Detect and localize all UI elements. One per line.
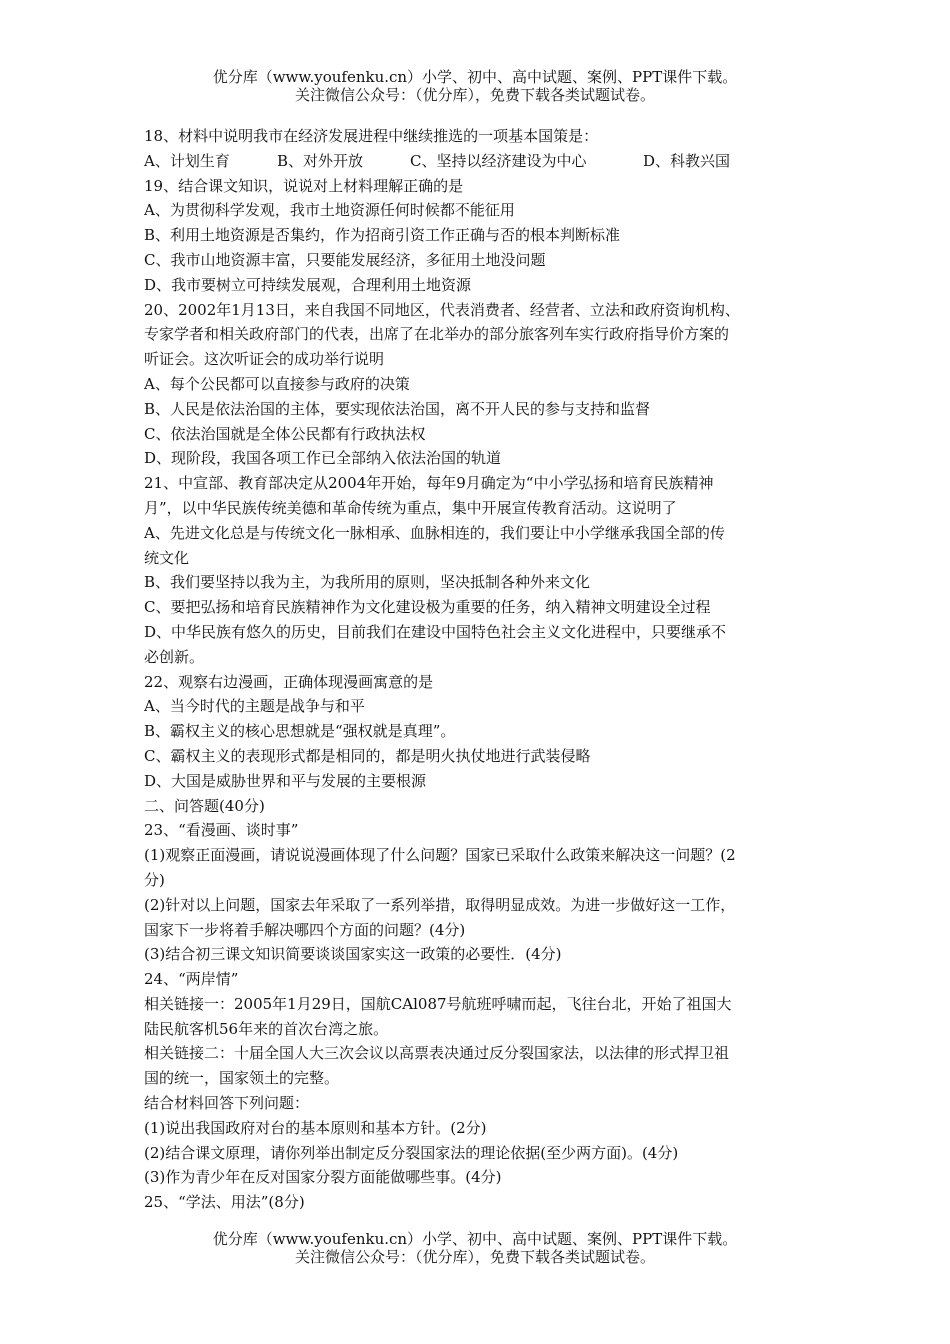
q24-link-1-line-2: 陆民航客机56年来的首次台湾之旅。 — [144, 1019, 389, 1038]
footer-line-2: 关注微信公众号：（优分库），免费下载各类试题试卷。 — [294, 1248, 655, 1266]
q18-stem: 18、材料中说明我市在经济发展进程中继续推选的一项基本国策是： — [144, 127, 599, 145]
q21-option-a-line-1: A、先进文化总是与传统文化一脉相承、血脉相连的，我们要让中小学继承我国全部的传 — [144, 523, 725, 542]
q22-option-d: D、大国是威胁世界和平与发展的主要根源 — [144, 771, 427, 790]
q21-option-d-line-2: 必创新。 — [144, 647, 205, 666]
footer-line-1: 优分库（www.youfenku.cn）小学、初中、高中试题、案例、PPT课件下载。 — [212, 1230, 738, 1248]
page-header — [0, 68, 950, 104]
q20-stem-line-3: 听证会。这次听证会的成功举行说明 — [144, 350, 385, 369]
q21-option-b: B、我们要坚持以我为主，为我所用的原则，坚决抵制各种外来文化 — [144, 573, 591, 592]
q21-stem-line-1: 21、中宣部、教育部决定从2004年开始，每年9月确定为“中小学弘扬和培育民族精神 — [144, 474, 714, 493]
q20-option-c: C、依法治国就是全体公民都有行政执法权 — [144, 424, 426, 443]
q24-prompt: 结合材料回答下列问题： — [144, 1094, 310, 1113]
q19-option-c: C、我市山地资源丰富，只要能发展经济，多征用土地没问题 — [144, 250, 546, 269]
q20-stem-line-1: 20、2002年1月13日，来自我国不同地区，代表消费者、经营者、立法和政府资询机构、 — [144, 300, 740, 319]
header-line-2: 关注微信公众号：（优分库），免费下载各类试题试卷。 — [294, 86, 655, 104]
q23-part-2-line-2: 国家下一步将着手解决哪四个方面的问题？(4分) — [144, 920, 466, 939]
page-footer — [0, 1230, 950, 1266]
q24-part-3: (3)作为青少年在反对国家分裂方面能做哪些事。(4分) — [144, 1168, 502, 1187]
q24-title: 24、“两岸情” — [144, 970, 239, 989]
q24-link-2-line-2: 国的统一，国家领土的完整。 — [144, 1069, 340, 1088]
q19-option-d: D、我市要树立可持续发展观，合理利用土地资源 — [144, 275, 472, 294]
q22-option-a: A、当今时代的主题是战争与和平 — [144, 697, 365, 716]
q18-option-d: D、科教兴国 — [643, 151, 731, 170]
q23-part-2-line-1: (2)针对以上问题，国家去年采取了一系列举措，取得明显成效。为进一步做好这一工作， — [144, 895, 736, 914]
q18-options — [144, 149, 808, 174]
q19-stem: 19、结合课文知识，说说对上材料理解正确的是 — [144, 176, 464, 195]
q22-option-b: B、霸权主义的核心思想就是“强权就是真理”。 — [144, 722, 456, 741]
q22-option-c: C、霸权主义的表现形式都是相同的，都是明火执仗地进行武装侵略 — [144, 746, 591, 765]
q20-option-b: B、人民是依法治国的主体，要实现依法治国，离不开人民的参与支持和监督 — [144, 399, 651, 418]
q25-title: 25、“学法、用法”(8分) — [144, 1193, 305, 1212]
q20-stem-line-2: 专家学者和相关政府部门的代表，出席了在北举办的部分旅客列车实行政府指导价方案的 — [144, 325, 730, 344]
q24-link-1-line-1: 相关链接一：2005年1月29日，国航CAl087号航班呼啸而起，飞往台北，开始了祖国大 — [144, 994, 732, 1013]
q21-stem-line-2: 月”，以中华民族传统美德和革命传统为重点，集中开展宣传教育活动。这说明了 — [144, 498, 677, 517]
header-line-1: 优分库（www.youfenku.cn）小学、初中、高中试题、案例、PPT课件下载。 — [212, 68, 738, 86]
q24-part-1: (1)说出我国政府对台的基本原则和基本方针。(2分) — [144, 1118, 487, 1137]
q23-title: 23、“看漫画、谈时事” — [144, 821, 299, 840]
q18-option-a: A、计划生育 — [144, 151, 230, 170]
q21-option-c: C、要把弘扬和培育民族精神作为文化建设极为重要的任务，纳入精神文明建设全过程 — [144, 598, 711, 617]
q21-option-a-line-2: 统文化 — [144, 548, 190, 567]
section-2-title: 二、问答题(40分) — [144, 796, 265, 815]
q21-option-d-line-1: D、中华民族有悠久的历史，目前我们在建设中国特色社会主义文化进程中，只要继承不 — [144, 622, 727, 641]
q24-link-2-line-1: 相关链接二：十届全国人大三次会议以高票表决通过反分裂国家法，以法律的形式捍卫祖 — [144, 1044, 730, 1063]
q23-part-1-line-1: (1)观察正面漫画，请说说漫画体现了什么问题？国家已采取什么政策来解决这一问题？(2 — [144, 846, 736, 865]
q18-option-b: B、对外开放 — [277, 151, 364, 170]
q20-option-d: D、现阶段，我国各项工作已全部纳入依法治国的轨道 — [144, 449, 502, 468]
q23-part-3: (3)结合初三课文知识简要谈谈国家实这一政策的必要性．(4分) — [144, 945, 562, 964]
q24-part-2: (2)结合课文原理，请你列举出制定反分裂国家法的理论依据(至少两方面)。(4分) — [144, 1143, 679, 1162]
q19-option-a: A、为贯彻科学发观，我市土地资源任何时候都不能征用 — [144, 201, 515, 220]
q19-option-b: B、利用土地资源是否集约，作为招商引资工作正确与否的根本判断标准 — [144, 226, 621, 245]
q20-option-a: A、每个公民都可以直接参与政府的决策 — [144, 374, 410, 393]
q23-part-1-line-2: 分) — [144, 870, 165, 889]
exam-content — [144, 124, 808, 1215]
q18-option-c: C、坚持以经济建设为中心 — [410, 151, 587, 170]
q22-stem: 22、观察右边漫画，正确体现漫画寓意的是 — [144, 672, 434, 691]
